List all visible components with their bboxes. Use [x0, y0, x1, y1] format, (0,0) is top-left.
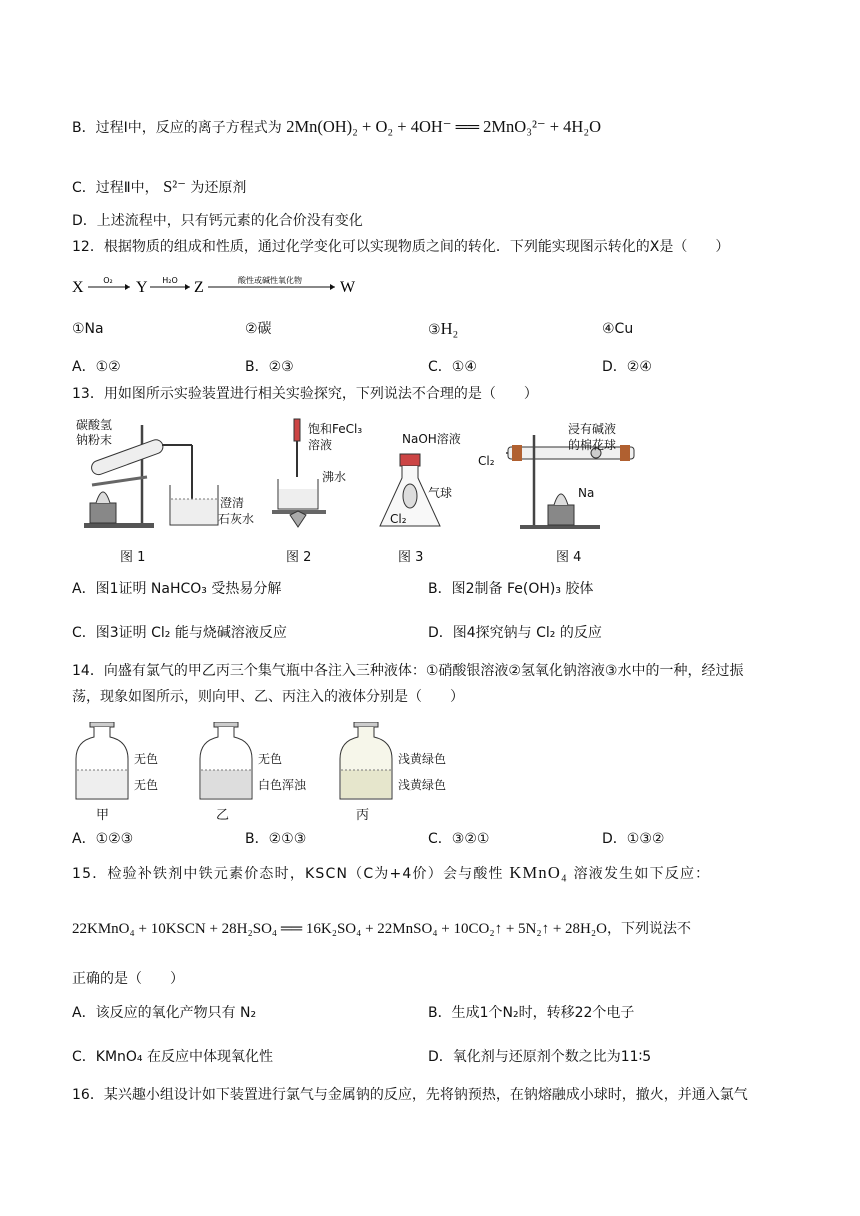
q14-stem-line-2: 荡，现象如图所示，则向甲、乙、丙注入的液体分别是（ ） — [72, 689, 464, 705]
caption-fig-2: 图 2 — [286, 550, 312, 565]
figure-4-apparatus — [478, 425, 648, 535]
q11-option-c: C．过程Ⅱ中， S²⁻ 为还原剂 — [72, 177, 247, 196]
q14-answer-c: C．③②① — [428, 831, 490, 847]
q12-conversion-chain — [70, 272, 370, 302]
chain-x: X — [72, 279, 84, 296]
bottle-jia-name: 甲 — [96, 808, 110, 823]
q15-option-d: D．氧化剂与还原剂个数之比为11∶5 — [428, 1049, 652, 1065]
fig4-label-4: Na — [578, 486, 595, 500]
bottle-yi — [198, 722, 254, 802]
q15-option-a: A．该反应的氧化产物只有 N₂ — [72, 1005, 257, 1021]
q12-choice-1: ①Na — [72, 321, 104, 337]
chain-z: Z — [194, 279, 204, 296]
q13-option-c: C．图3证明 Cl₂ 能与烧碱溶液反应 — [72, 625, 287, 641]
q13-option-d: D．图4探究钠与 Cl₂ 的反应 — [428, 625, 602, 641]
fig2-label-1: 饱和FeCl₃ — [308, 422, 363, 436]
caption-fig-1: 图 1 — [120, 550, 146, 565]
bottle-jia-top: 无色 — [134, 752, 159, 766]
bottle-jia — [74, 722, 130, 802]
svg-text:酸性或碱性氧化物: 酸性或碱性氧化物 — [238, 276, 302, 285]
fig4-label-2: 的棉花球 — [568, 438, 617, 452]
bottle-bing-name: 丙 — [356, 808, 370, 823]
fig1-label-2: 钠粉末 — [76, 433, 113, 447]
fig4-label-3: Cl₂ — [478, 454, 495, 468]
q11-option-b: B．过程Ⅰ中，反应的离子方程式为 2Mn(OH)₂ + O₂ + 4OH⁻ ══ 2MnO₃²⁻ + 4H₂O — [72, 117, 602, 136]
caption-fig-4: 图 4 — [556, 550, 582, 565]
bottle-bing-bottom: 浅黄绿色 — [398, 778, 447, 792]
fig3-label-1: NaOH溶液 — [402, 432, 461, 446]
q12-answer-a: A．①② — [72, 359, 121, 375]
q13-option-b: B．图2制备 Fe(OH)₃ 胶体 — [428, 581, 594, 597]
bottle-yi-name: 乙 — [216, 808, 230, 823]
bottle-jia-bottom: 无色 — [134, 778, 159, 792]
q13-option-a: A．图1证明 NaHCO₃ 受热易分解 — [72, 581, 282, 597]
q15-stem: 15．检验补铁剂中铁元素价态时，KSCN（C为+4价）会与酸性 KMnO₄ 溶液发生如下反应： — [72, 863, 711, 882]
fig2-label-3: 沸水 — [322, 470, 347, 484]
q12-stem: 12．根据物质的组成和性质，通过化学变化可以实现物质之间的转化．下列能实现图示转化的X是（ ） — [72, 239, 730, 255]
fig1-label-3: 澄清 — [220, 496, 245, 510]
bottle-bing — [338, 722, 394, 802]
fig4-label-1: 浸有碱液 — [568, 422, 617, 436]
svg-text:O₂: O₂ — [103, 276, 113, 285]
fig3-label-3: Cl₂ — [390, 512, 407, 526]
chain-w: W — [340, 279, 356, 296]
q14-answer-a: A．①②③ — [72, 831, 134, 847]
q14-answer-d: D．①③② — [602, 831, 665, 847]
q11-equation: 2Mn(OH)₂ + O₂ + 4OH⁻ ══ 2MnO₃²⁻ + 4H₂O — [286, 117, 602, 136]
q12-answer-c: C．①④ — [428, 359, 477, 375]
q12-choice-2: ②碳 — [245, 321, 272, 337]
q12-answer-d: D．②④ — [602, 359, 652, 375]
caption-fig-3: 图 3 — [398, 550, 424, 565]
svg-text:H₂O: H₂O — [162, 276, 178, 285]
bottle-yi-bottom: 白色浑浊 — [258, 778, 307, 792]
q12-choice-3: ③H₂ — [428, 319, 459, 338]
fig1-label-1: 碳酸氢 — [76, 418, 113, 432]
q13-stem: 13．用如图所示实验装置进行相关实验探究，下列说法不合理的是（ ） — [72, 386, 538, 402]
q15-stem-end: 正确的是（ ） — [72, 971, 184, 987]
q15-equation: 22KMnO₄ + 10KSCN + 28H₂SO₄ ══ 16K₂SO₄ + 22MnSO₄ + 10CO₂↑ + 5N₂↑ + 28H₂O — [72, 921, 607, 937]
fig3-label-2: 气球 — [428, 486, 453, 500]
q12-answer-b: B．②③ — [245, 359, 294, 375]
fig2-label-2: 溶液 — [308, 438, 333, 452]
q12-choice-4: ④Cu — [602, 321, 634, 337]
q15-option-b: B．生成1个N₂时，转移22个电子 — [428, 1005, 635, 1021]
q11-option-d: D．上述流程中，只有钙元素的化合价没有变化 — [72, 213, 363, 229]
chain-y: Y — [136, 279, 148, 296]
q16-stem: 16．某兴趣小组设计如下装置进行氯气与金属钠的反应，先将钠预热，在钠熔融成小球时，撤火，并通入氯气 — [72, 1087, 748, 1103]
bottle-yi-top: 无色 — [258, 752, 283, 766]
q15-option-c: C．KMnO₄ 在反应中体现氧化性 — [72, 1049, 273, 1065]
fig1-label-4: 石灰水 — [218, 512, 255, 526]
q15-equation-line: 22KMnO₄ + 10KSCN + 28H₂SO₄ ══ 16K₂SO₄ + 22MnSO₄ + 10CO₂↑ + 5N₂↑ + 28H₂O，下列说法不 — [72, 921, 691, 937]
bottle-bing-top: 浅黄绿色 — [398, 752, 447, 766]
q14-stem-line-1: 14．向盛有氯气的甲乙丙三个集气瓶中各注入三种液体：①硝酸银溶液②氢氧化钠溶液③水中的一种，经过振 — [72, 663, 744, 679]
q14-answer-b: B．②①③ — [245, 831, 307, 847]
